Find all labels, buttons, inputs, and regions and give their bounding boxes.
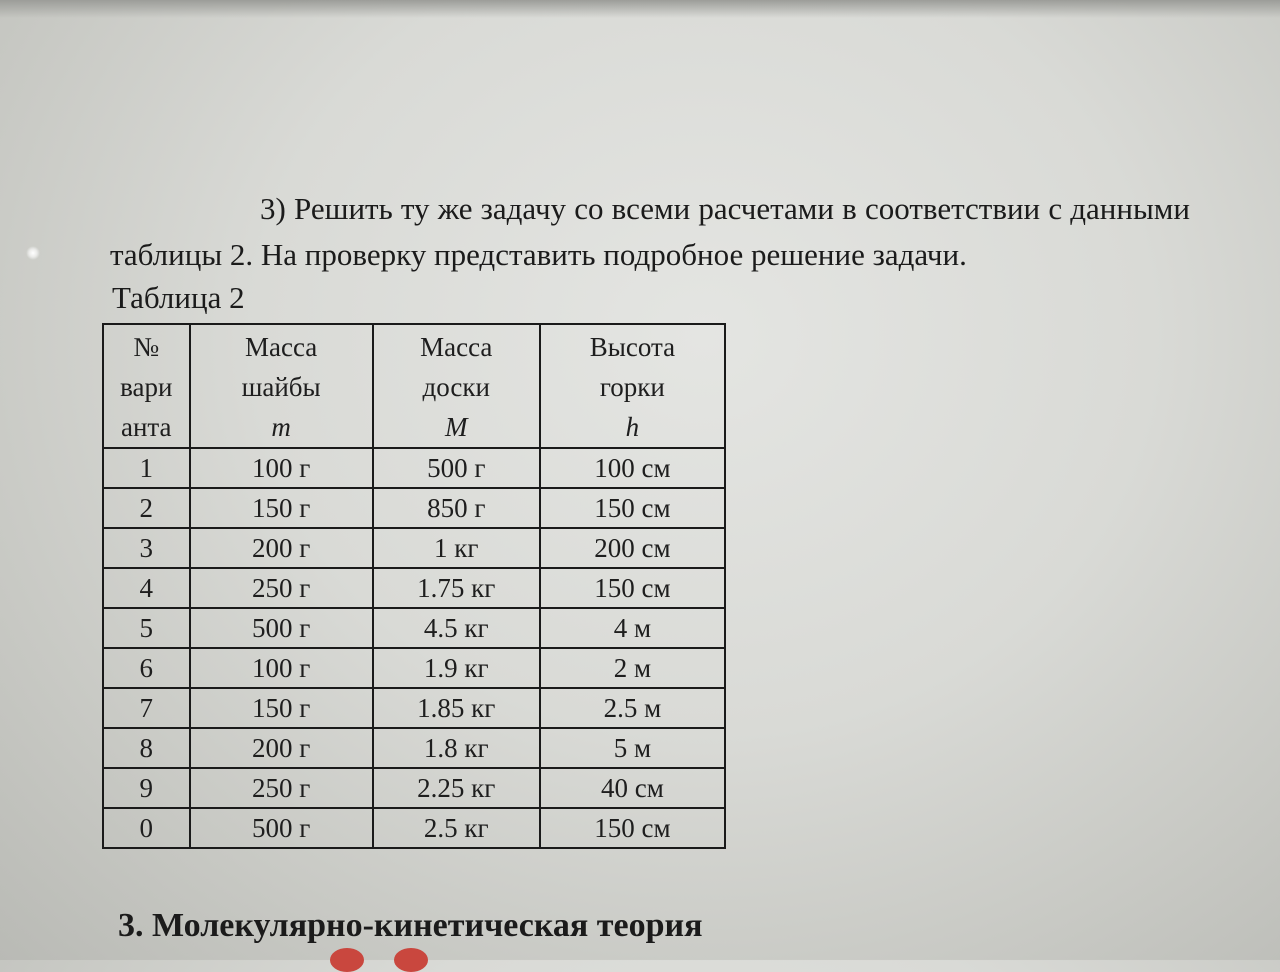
cell-height: 150 см [540, 488, 725, 528]
cell-board-mass: 1.85 кг [373, 688, 540, 728]
table-row [103, 728, 725, 768]
red-mark [330, 948, 364, 972]
cell-puck-mass: 100 г [190, 448, 373, 488]
task-text: 3) Решить ту же задачу со всеми расчетами в соответствии с данными таблицы 2. На проверку представить подробное решение задачи. [110, 191, 1190, 272]
table-row [103, 808, 725, 848]
cell-board-mass: 4.5 кг [373, 608, 540, 648]
table-row [103, 528, 725, 568]
cell-variant: 6 [103, 648, 190, 688]
task-paragraph [110, 186, 1190, 278]
cell-height: 200 см [540, 528, 725, 568]
cell-board-mass: 1.75 кг [373, 568, 540, 608]
red-mark [394, 948, 428, 972]
cell-variant: 0 [103, 808, 190, 848]
cell-puck-mass: 150 г [190, 688, 373, 728]
header-line: анта [121, 412, 172, 442]
cell-height: 2 м [540, 648, 725, 688]
cell-puck-mass: 200 г [190, 728, 373, 768]
cell-board-mass: 500 г [373, 448, 540, 488]
header-line: горки [599, 372, 665, 402]
header-symbol: M [445, 412, 468, 442]
table-row [103, 648, 725, 688]
cell-puck-mass: 200 г [190, 528, 373, 568]
cell-variant: 7 [103, 688, 190, 728]
cell-board-mass: 850 г [373, 488, 540, 528]
cell-height: 5 м [540, 728, 725, 768]
cell-board-mass: 2.5 кг [373, 808, 540, 848]
cell-variant: 1 [103, 448, 190, 488]
table-row [103, 488, 725, 528]
cell-height: 100 см [540, 448, 725, 488]
screen-glare [26, 246, 40, 260]
cell-variant: 5 [103, 608, 190, 648]
table-row [103, 608, 725, 648]
cell-board-mass: 2.25 кг [373, 768, 540, 808]
header-line: шайбы [241, 372, 321, 402]
cell-variant: 3 [103, 528, 190, 568]
bottom-cutoff-marks [330, 948, 450, 960]
cell-puck-mass: 100 г [190, 648, 373, 688]
table-row [103, 448, 725, 488]
cell-variant: 8 [103, 728, 190, 768]
cell-variant: 9 [103, 768, 190, 808]
cell-height: 4 м [540, 608, 725, 648]
cell-puck-mass: 500 г [190, 608, 373, 648]
header-symbol: m [271, 412, 291, 442]
header-line: № [133, 332, 160, 362]
cell-variant: 4 [103, 568, 190, 608]
header-line: доски [422, 372, 490, 402]
next-section-heading: 3. Молекулярно-кинетическая теория [118, 907, 703, 944]
header-variant-number [103, 324, 190, 448]
header-board-mass [373, 324, 540, 448]
cell-height: 2.5 м [540, 688, 725, 728]
cell-board-mass: 1.8 кг [373, 728, 540, 768]
header-line: Масса [420, 332, 493, 362]
cell-puck-mass: 500 г [190, 808, 373, 848]
header-line: Высота [589, 332, 676, 362]
table-row [103, 568, 725, 608]
variants-table [102, 323, 726, 849]
cell-variant: 2 [103, 488, 190, 528]
cell-puck-mass: 150 г [190, 488, 373, 528]
cell-height: 40 см [540, 768, 725, 808]
cell-board-mass: 1 кг [373, 528, 540, 568]
table-header-row [103, 324, 725, 448]
table-row [103, 768, 725, 808]
header-line: вари [120, 372, 173, 402]
table-row [103, 688, 725, 728]
header-slope-height [540, 324, 725, 448]
cell-height: 150 см [540, 568, 725, 608]
header-puck-mass [190, 324, 373, 448]
monitor-bezel-shadow [0, 0, 1280, 18]
cell-puck-mass: 250 г [190, 768, 373, 808]
cell-board-mass: 1.9 кг [373, 648, 540, 688]
header-line: Масса [244, 332, 318, 362]
cell-puck-mass: 250 г [190, 568, 373, 608]
cell-height: 150 см [540, 808, 725, 848]
table-caption: Таблица 2 [112, 280, 245, 315]
header-symbol: h [625, 412, 640, 442]
